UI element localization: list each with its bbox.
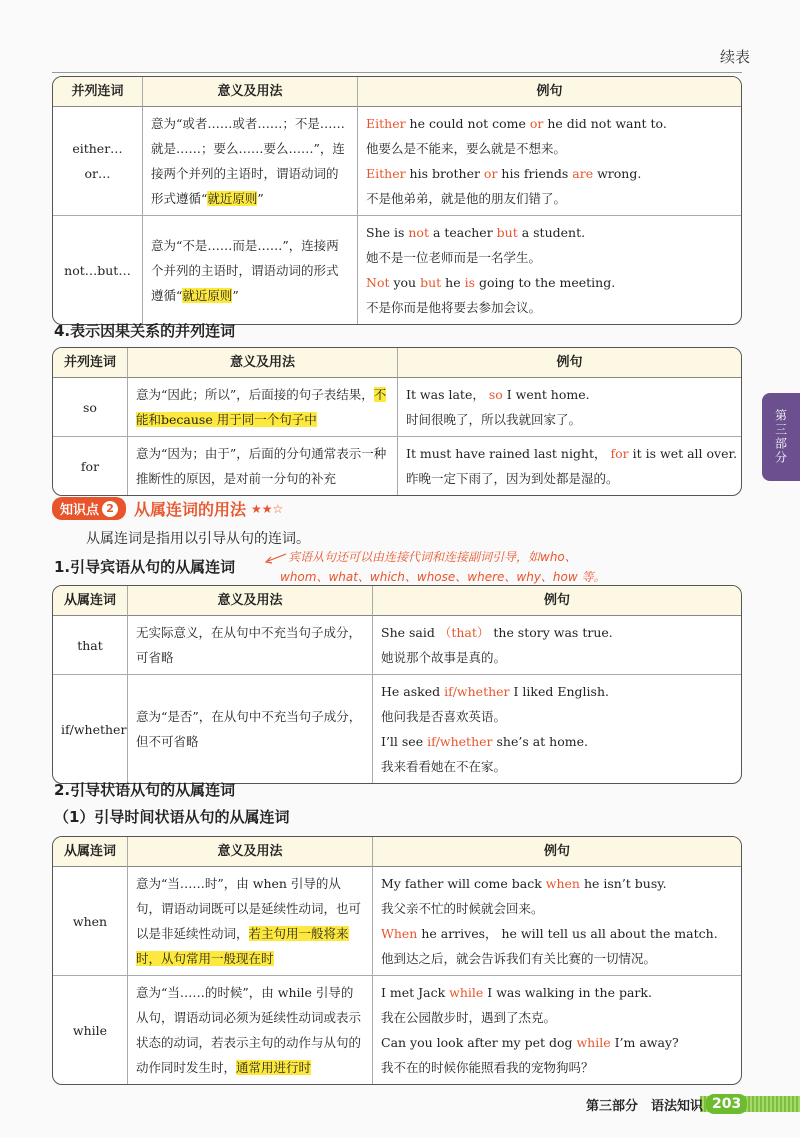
conj-word: that: [53, 616, 128, 675]
example-cell: She said （that） the story was true. 她说那个故事是真的。: [373, 616, 741, 675]
footer-section-label: 第三部分 语法知识: [586, 1099, 704, 1114]
header-example: 例句: [373, 837, 741, 867]
example-cell: My father will come back when he isn’t busy. 我父亲不忙的时候就会回来。 When he arrives， he will tell us all about the match. 他到达之后，就会告诉我们有关比赛的一切情况。: [373, 867, 741, 976]
subsection-heading: （1）引导时间状语从句的从属连词: [54, 808, 290, 826]
conj-word: if/whether: [53, 675, 128, 783]
section-heading: 4.表示因果关系的并列连词: [54, 322, 236, 340]
meaning-cell: 意为“或者……或者……；不是……就是……；要么……要么……”，连接两个并列的主语时，谓语动词的形式遵循“就近原则”: [143, 107, 358, 216]
page-number: 203: [706, 1094, 747, 1114]
table-row: [53, 616, 741, 675]
conj-word: while: [53, 976, 128, 1084]
highlight: 就近原则: [207, 191, 258, 206]
header-meaning: 意义及用法: [143, 77, 358, 107]
meaning-cell: 意为“因此；所以”，后面接的句子表结果，不能和because 用于同一个句子中: [128, 378, 398, 437]
table-row: [53, 107, 741, 216]
header-meaning: 意义及用法: [128, 586, 373, 616]
table-row: [53, 867, 741, 976]
table-coordinating-2: [52, 347, 742, 496]
table-row: [53, 675, 741, 783]
section-side-tab[interactable]: 第三部分: [762, 393, 800, 481]
example-cell: She is not a teacher but a student. 她不是一位老师而是一名学生。 Not you but he is going to the meeting. 不是你而是他将要去参加会议。: [366, 225, 616, 315]
handwritten-note: whom、what、which、whose、where、why、how 等。: [280, 570, 606, 584]
section-heading: 1.引导宾语从句的从属连词: [54, 558, 236, 576]
highlight: 就近原则: [182, 287, 233, 303]
table-row: [53, 378, 741, 437]
top-rule: [52, 72, 742, 73]
highlight: 通常用进行时: [236, 1060, 312, 1075]
conj-word: so: [53, 378, 128, 437]
meaning-cell: 意为“因为；由于”，后面的分句通常表示一种推断性的原因，是对前一分句的补充: [128, 437, 398, 495]
knowledge-point-heading: [52, 497, 283, 520]
table-header: [53, 837, 741, 867]
example-cell: I met Jack while I was walking in the park. 我在公园散步时，遇到了杰克。 Can you look after my pet dog while I’m away? 我不在的时候你能照看我的宠物狗吗？: [381, 985, 679, 1075]
conj-word: either…or…: [53, 107, 143, 216]
highlight: 不能和because 用于同一个句子中: [136, 387, 387, 427]
knowledge-badge: 知识点 2: [52, 497, 126, 520]
meaning-cell: 意为“是否”，在从句中不充当句子成分，但不可省略: [128, 675, 373, 783]
continued-label: 续表: [719, 48, 750, 66]
table-row: [53, 976, 741, 1084]
table-subordinating-time: [52, 836, 742, 1085]
header-example: 例句: [398, 348, 741, 378]
intro-text: 从属连词是指用以引导从句的连词。: [86, 531, 310, 547]
handwritten-note: 宾语从句还可以由连接代词和连接副词引导，如who、: [288, 550, 577, 564]
header-example: 例句: [358, 77, 741, 107]
meaning-cell: 意为“当……的时候”，由 while 引导的从句，谓语动词必须为延续性动词或表示状态的动词，若表示主句的动作与从句的动作同时发生时，通常用进行时: [128, 976, 373, 1084]
header-conj: 并列连词: [53, 348, 128, 378]
conj-word: for: [53, 437, 128, 495]
table-subordinating-object: [52, 585, 742, 784]
example-cell: It was late， so I went home. 时间很晚了，所以我就回家了。: [398, 378, 741, 437]
example-cell: It must have rained last night， for it is wet all over. 昨晚一定下雨了，因为到处都是湿的。: [406, 446, 738, 486]
header-conj: 并列连词: [53, 77, 143, 107]
conj-word: not…but…: [53, 216, 143, 324]
header-meaning: 意义及用法: [128, 348, 398, 378]
table-row: [53, 216, 741, 324]
section-heading: 2.引导状语从句的从属连词: [54, 781, 236, 799]
table-coordinating-1: [52, 76, 742, 325]
table-header: [53, 348, 741, 378]
highlight: 若主句用一般将来时，从句常用一般现在时: [136, 926, 349, 966]
header-meaning: 意义及用法: [128, 837, 373, 867]
knowledge-title: 从属连词的用法: [134, 500, 247, 519]
meaning-cell: 无实际意义，在从句中不充当句子成分，可省略: [128, 616, 373, 675]
difficulty-stars: ★★☆: [251, 501, 284, 516]
header-example: 例句: [373, 586, 741, 616]
example-cell: Either he could not come or he did not want to. 他要么是不能来，要么就是不想来。 Either his brother or his friends are wrong. 不是他弟弟，就是他的朋友们错了。: [358, 107, 741, 216]
header-conj: 从属连词: [53, 837, 128, 867]
meaning-cell: 意为“当……时”，由 when 引导的从句，谓语动词既可以是延续性动词，也可以是非延续性动词，若主句用一般将来时，从句常用一般现在时: [128, 867, 373, 976]
table-header: [53, 77, 741, 107]
header-conj: 从属连词: [53, 586, 128, 616]
table-row: [53, 437, 741, 495]
note-arrow-icon: [262, 550, 288, 566]
meaning-cell: 意为“不是……而是……”，连接两个并列的主语时，谓语动词的形式遵循“就近原则”: [143, 216, 358, 324]
table-header: [53, 586, 741, 616]
conj-word: when: [53, 867, 128, 976]
example-cell: He asked if/whether I liked English. 他问我是否喜欢英语。 I’ll see if/whether she’s at home. 我来看看她在不在家。: [381, 684, 609, 774]
